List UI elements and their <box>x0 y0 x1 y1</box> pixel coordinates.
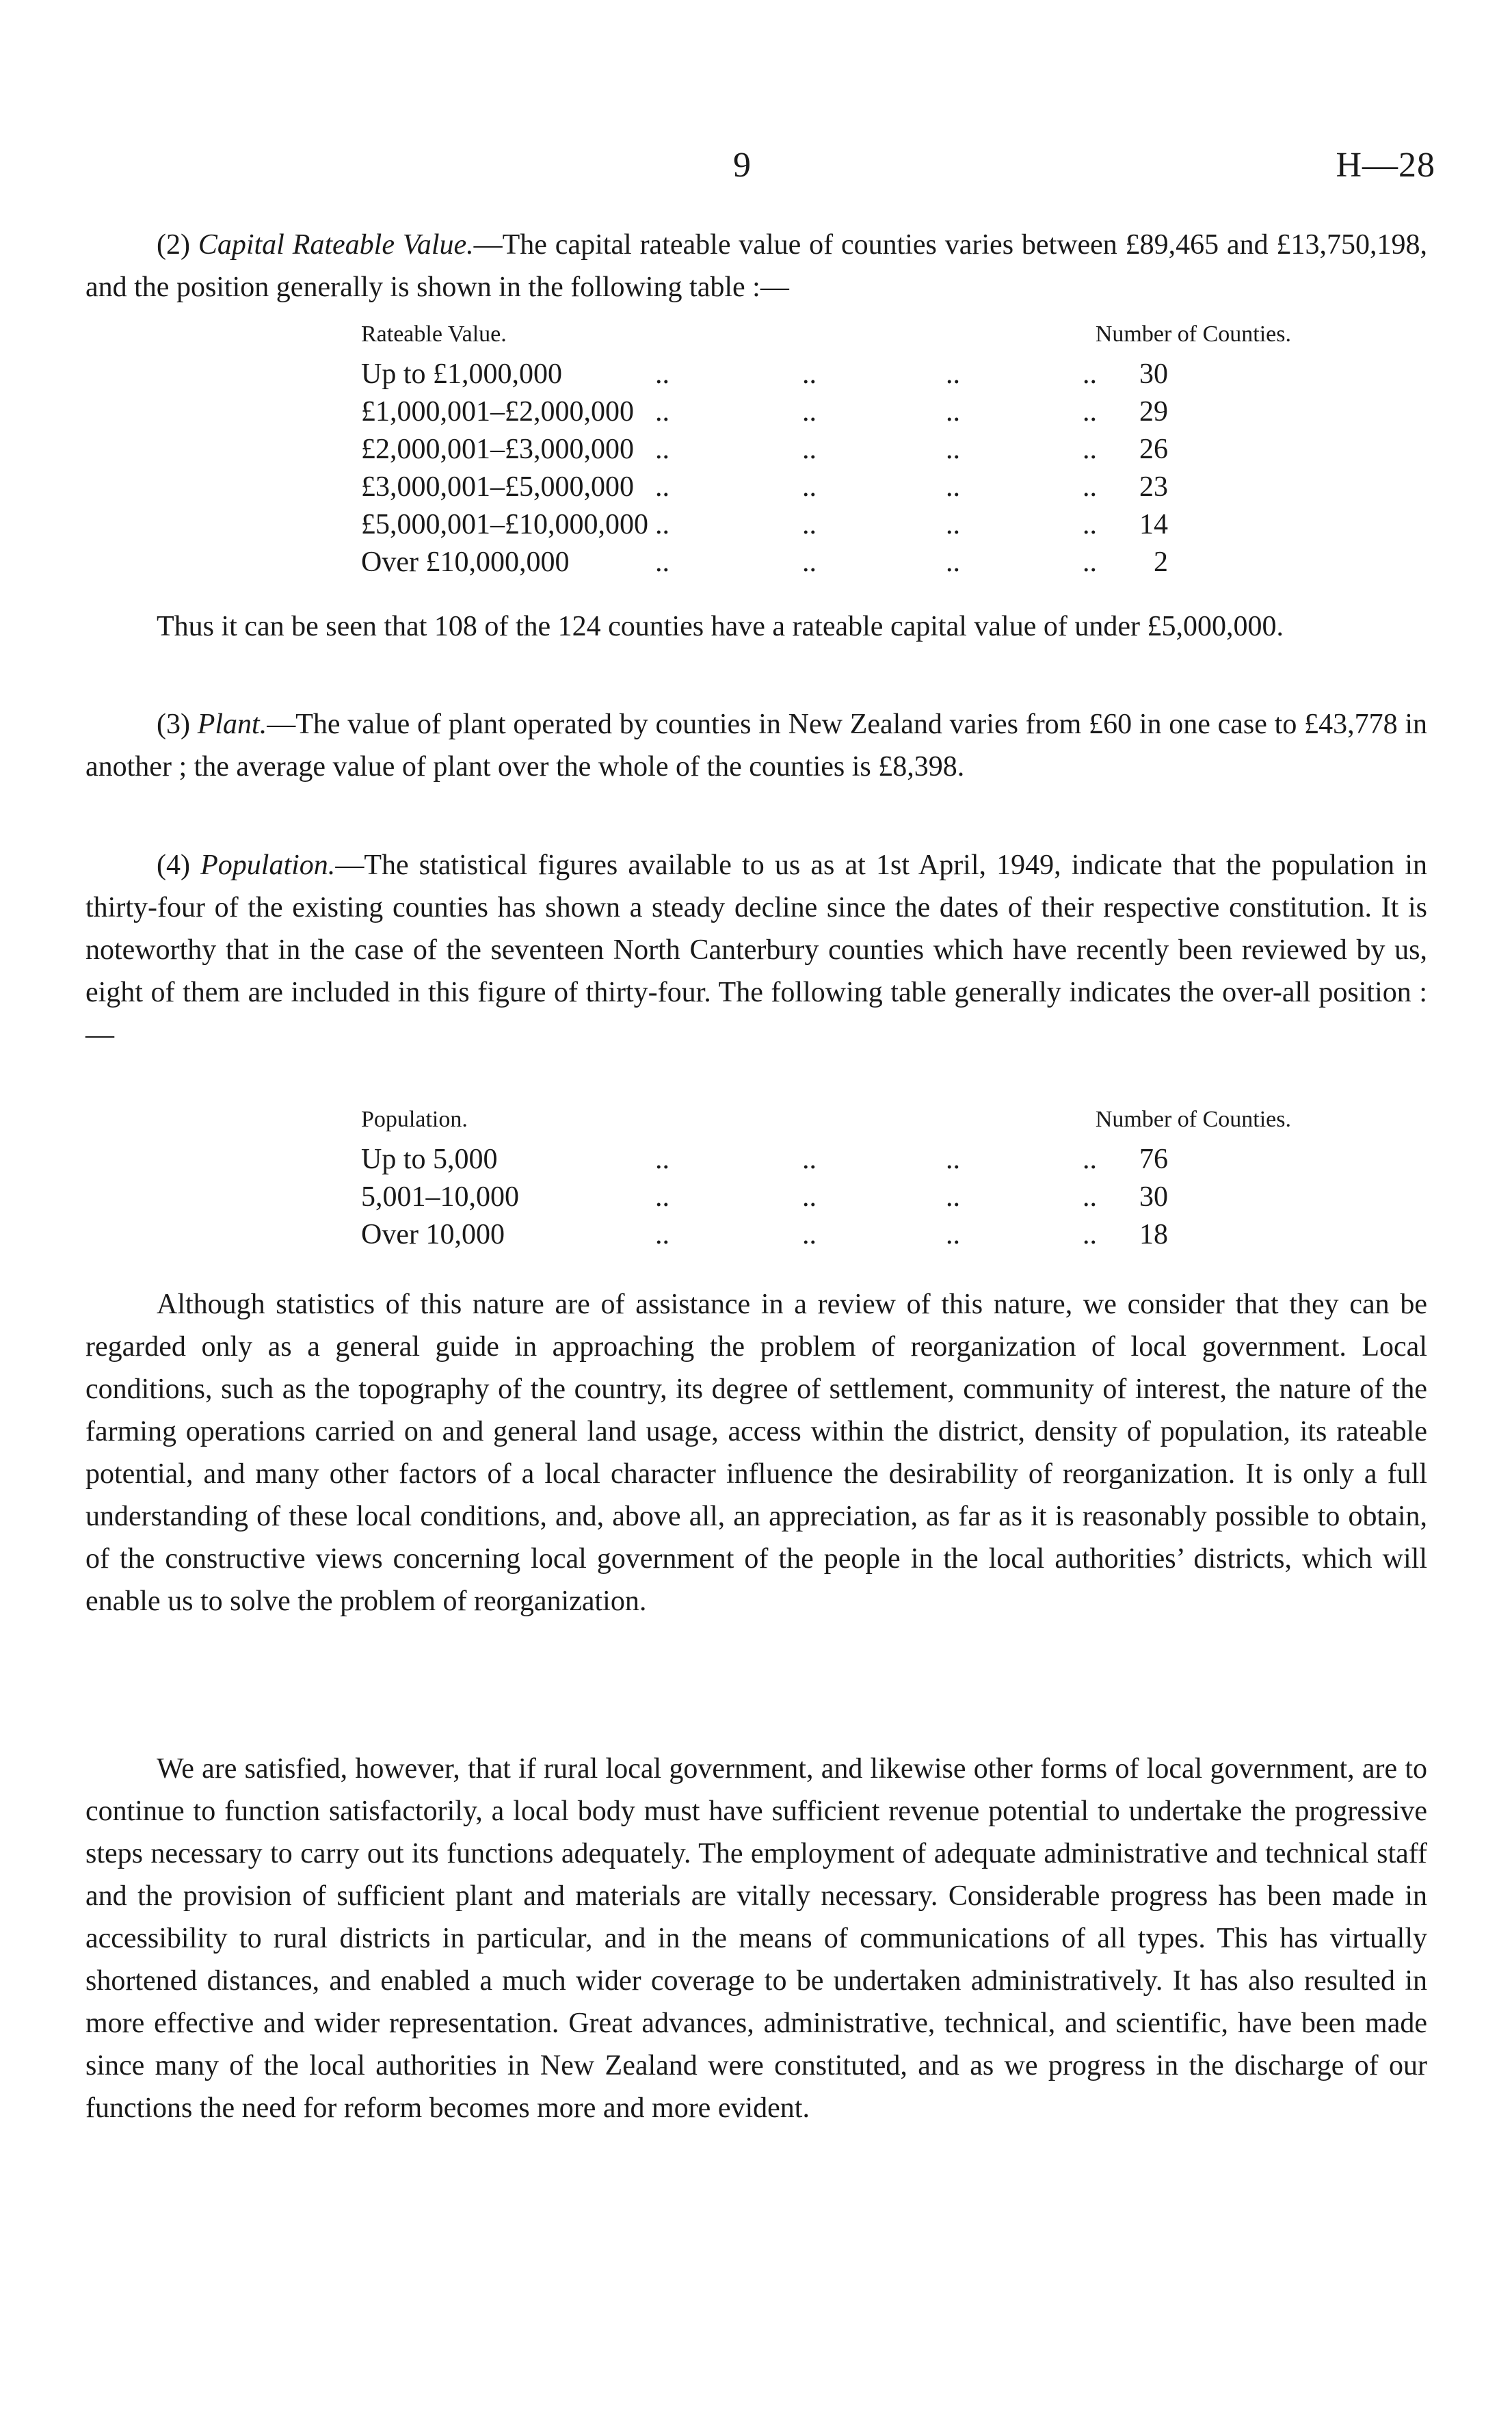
row-value: 14 <box>1139 509 1168 540</box>
column-header-number-of-counties: Number of Counties. <box>1095 321 1291 347</box>
row-label: £3,000,001–£5,000,000 <box>361 471 634 503</box>
paragraph-although: Although statistics of this nature are of assistance in a review of this nature, we consider that they can be regarded only as a general guide in approaching the problem of reorganization of local government. Local conditions, such as the topography of the country, its degree of settlement, community of interest, the nature of the farming operations carried on and general land usage, access within the district, density of population, its rateable potential, and many other factors of a local character influence the desirability of reorganization. It is only a full understanding of these local conditions, and, above all, an appreciation, as far as it is reasonably possible to obtain, of the constructive views concerning local government of the people in the local authorities’ districts, which will enable us to solve the problem of reorganization. <box>85 1289 1427 1617</box>
rateable-value-table <box>361 321 1291 581</box>
table-row: £2,000,001–£3,000,000 .. .. .. .. 26 <box>361 431 1291 469</box>
paragraph-population <box>85 844 1427 1056</box>
table-rows <box>361 356 1291 581</box>
table-row: Over £10,000,000 .. .. .. .. 2 <box>361 544 1291 581</box>
row-value: 18 <box>1139 1219 1168 1250</box>
row-value: 26 <box>1139 434 1168 465</box>
table-row: £5,000,001–£10,000,000 .. .. .. .. 14 <box>361 506 1291 544</box>
table-rows <box>361 1141 1291 1254</box>
table-row: 5,001–10,000 .. .. .. .. 30 <box>361 1179 1291 1216</box>
row-value: 76 <box>1139 1144 1168 1175</box>
row-value: 30 <box>1139 1181 1168 1213</box>
table-row: Up to 5,000 .. .. .. .. 76 <box>361 1141 1291 1179</box>
page-number: 9 <box>733 146 751 185</box>
section-heading: Plant. <box>197 709 267 740</box>
table-header <box>361 1107 1291 1141</box>
row-label: Over £10,000,000 <box>361 547 570 578</box>
column-header-population: Population. <box>361 1107 468 1132</box>
paragraph-plant <box>85 703 1427 788</box>
section-number: (4) <box>157 850 201 881</box>
row-label: £5,000,001–£10,000,000 <box>361 509 648 540</box>
column-header-rateable-value: Rateable Value. <box>361 321 507 347</box>
page-header <box>0 145 1512 193</box>
row-value: 2 <box>1154 547 1168 578</box>
paragraph-text: —The capital rateable value of counties varies between £89,465 and £13,750,198, and the position generally is shown in the following table :— <box>85 229 1427 303</box>
row-label: £1,000,001–£2,000,000 <box>361 396 634 428</box>
paragraph-text: —The value of plant operated by counties in New Zealand varies from £60 in one case to £43,778 in another ; the average value of plant over the whole of the counties is £8,398. <box>85 709 1428 783</box>
paragraph-satisfied: We are satisfied, however, that if rural local government, and likewise other forms of local government, are to continue to function satisfactorily, a local body must have sufficient revenue potential to undertake the progressive steps necessary to carry out its functions adequately. The employment of adequate administrative and technical staff and the provision of sufficient plant and materials are vitally necessary. Considerable progress has been made in accessibility to rural districts in particular, and in the means of communications of all types. This has virtually shortened distances, and enabled a much wider coverage to be undertaken administratively. It has also resulted in more effective and wider representation. Great advances, administrative, technical, and scientific, have been made since many of the local authorities in New Zealand were constituted, and as we progress in the discharge of our functions the need for reform becomes more and more evident. <box>85 1753 1427 2124</box>
row-label: £2,000,001–£3,000,000 <box>361 434 634 465</box>
row-label: 5,001–10,000 <box>361 1181 519 1213</box>
row-value: 29 <box>1139 396 1168 428</box>
table-row: £3,000,001–£5,000,000 .. .. .. .. 23 <box>361 469 1291 506</box>
table-row: Over 10,000 .. .. .. .. 18 <box>361 1216 1291 1254</box>
row-value: 23 <box>1139 471 1168 503</box>
row-value: 30 <box>1139 358 1168 390</box>
table-header <box>361 321 1291 356</box>
row-label: Up to £1,000,000 <box>361 358 562 390</box>
population-table <box>361 1107 1291 1254</box>
section-number: (2) <box>157 229 198 261</box>
report-code: H—28 <box>1336 146 1435 185</box>
row-label: Up to 5,000 <box>361 1144 498 1175</box>
paragraph-text: —The statistical figures available to us as at 1st April, 1949, indicate that the population in thirty-four of the existing counties has shown a steady decline since the dates of their respective constitution. It is noteworthy that in the case of the seventeen North Canterbury counties which have recently been reviewed by us, eight of them are included in this figure of thirty-four. The following table generally indicates the over-all position :— <box>85 850 1427 1051</box>
table-row: Up to £1,000,000 .. .. .. .. 30 <box>361 356 1291 393</box>
column-header-number-of-counties: Number of Counties. <box>1095 1107 1291 1132</box>
paragraph-thus: Thus it can be seen that 108 of the 124 counties have a rateable capital value of under £5,000,000. <box>157 611 1284 642</box>
paragraph-capital-rateable-value <box>85 224 1427 308</box>
section-heading: Capital Rateable Value. <box>198 229 474 261</box>
row-label: Over 10,000 <box>361 1219 505 1250</box>
section-heading: Population. <box>200 850 336 881</box>
table-row: £1,000,001–£2,000,000 .. .. .. .. 29 <box>361 393 1291 431</box>
section-number: (3) <box>157 709 198 740</box>
